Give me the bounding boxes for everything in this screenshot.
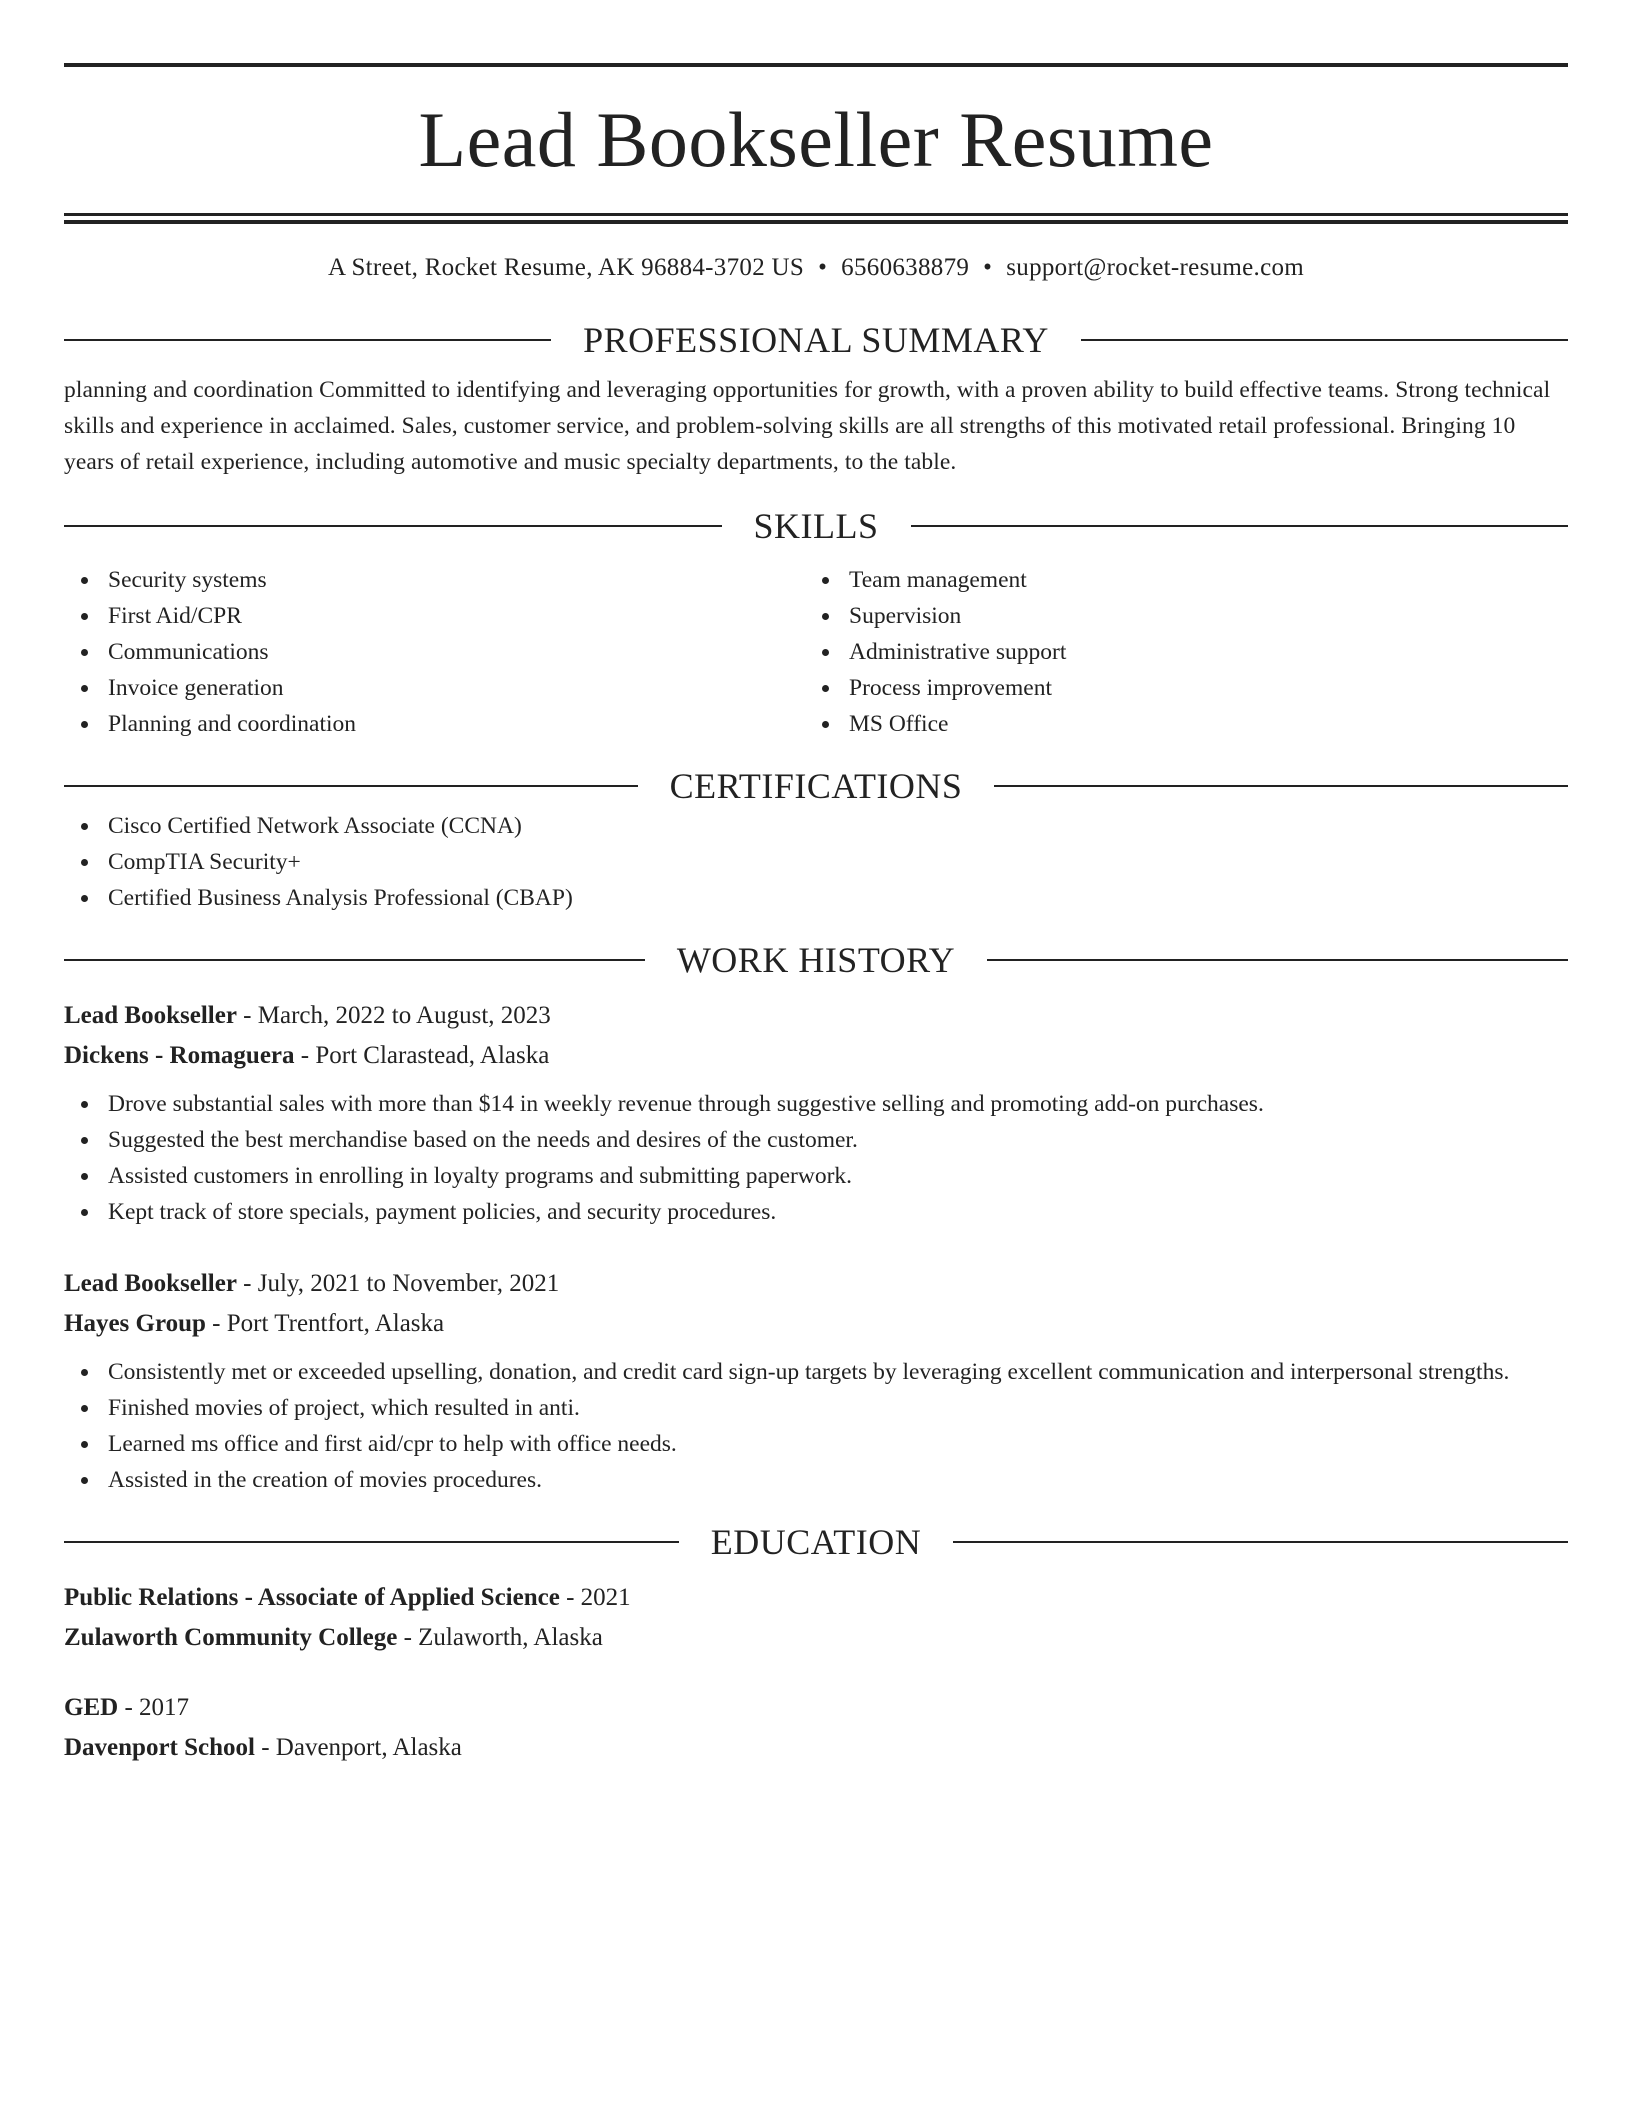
certification-item: Cisco Certified Network Associate (CCNA) [64,808,1568,844]
education-degree: GED [64,1693,119,1721]
job-duties-list [64,1354,1568,1498]
top-rule [64,63,1568,67]
job-duty: Consistently met or exceeded upselling, donation, and credit card sign-up targets by leveraging excellent communication and interpersonal strengths. [64,1354,1568,1390]
heading-rule-right [1081,339,1568,341]
job-duty: Suggested the best merchandise based on the needs and desires of the customer. [64,1122,1568,1158]
section-title: CERTIFICATIONS [669,765,963,806]
skill-item: Supervision [805,598,1546,634]
education-entry [64,1578,1568,1658]
contact-separator: • [983,254,993,281]
job-entry [64,996,1568,1230]
job-title: Lead Bookseller [64,1001,237,1029]
skill-item: Security systems [64,562,805,598]
job-dates: - July, 2021 to November, 2021 [236,1269,560,1297]
skill-item: Process improvement [805,670,1546,706]
contact-address: A Street, Rocket Resume, AK 96884-3702 US [327,254,805,281]
job-company-line [64,1036,1568,1076]
section-heading-summary [64,318,1568,362]
summary-paragraph: planning and coordination Committed to identifying and leveraging opportunities for growth, with a proven ability to build effective teams. Strong technical skills and experience in acclaimed. Sales, customer service, and problem-solving skills are all strengths of this motivated retail professional. Bringing 10 years of retail experience, including automotive and music specialty departments, to the table. [64,377,1551,475]
section-title: WORK HISTORY [676,939,956,980]
education-entry [64,1688,1568,1768]
job-entry [64,1264,1568,1498]
job-duty: Assisted in the creation of movies procedures. [64,1462,1568,1498]
education-school: Zulaworth Community College [64,1623,398,1651]
job-location: - Port Trentfort, Alaska [205,1309,445,1337]
heading-rule-left [64,959,645,961]
job-title: Lead Bookseller [64,1269,237,1297]
job-location: - Port Clarastead, Alaska [294,1041,550,1069]
education-degree-line [64,1578,1568,1618]
education-year: - 2017 [118,1693,190,1721]
resume-title: Lead Bookseller Resume [418,96,1214,183]
job-company: Dickens - Romaguera [64,1041,295,1069]
education-location: - Davenport, Alaska [254,1733,462,1761]
skills-list-right [805,562,1546,742]
certification-item: CompTIA Security+ [64,844,1568,880]
contact-separator: • [818,254,828,281]
section-title: SKILLS [753,505,879,546]
heading-rule-right [911,525,1569,527]
skill-item: First Aid/CPR [64,598,805,634]
heading-rule-left [64,525,722,527]
section-heading-education [64,1520,1568,1564]
skill-item: Invoice generation [64,670,805,706]
job-duty: Learned ms office and first aid/cpr to help with office needs. [64,1426,1568,1462]
job-duties-list [64,1086,1568,1230]
certifications-list [64,808,1568,916]
skill-item: Administrative support [805,634,1546,670]
contact-line [64,252,1568,284]
skill-item: MS Office [805,706,1546,742]
contact-email: support@rocket-resume.com [1006,254,1305,281]
certification-item: Certified Business Analysis Professional (CBAP) [64,880,1568,916]
contact-phone: 6560638879 [841,254,970,281]
skill-item: Planning and coordination [64,706,805,742]
education-school: Davenport School [64,1733,255,1761]
skill-item: Team management [805,562,1546,598]
job-title-line [64,996,1568,1036]
education-degree-line [64,1688,1568,1728]
education-school-line [64,1728,1568,1768]
heading-rule-right [987,959,1568,961]
title-double-rule [64,213,1568,224]
heading-rule-left [64,1541,679,1543]
section-title: EDUCATION [710,1521,922,1562]
skills-list-left [64,562,805,742]
education-degree: Public Relations - Associate of Applied Science [64,1583,560,1611]
job-duty: Drove substantial sales with more than $14 in weekly revenue through suggestive selling and promoting add-on purchases. [64,1086,1568,1122]
section-title: PROFESSIONAL SUMMARY [583,320,1049,360]
section-heading-work-history [64,938,1568,982]
section-heading-certifications [64,764,1568,808]
job-duty: Finished movies of project, which resulted in anti. [64,1390,1568,1426]
education-school-line [64,1618,1568,1658]
education-year: - 2021 [559,1583,631,1611]
heading-rule-right [953,1541,1568,1543]
job-dates: - March, 2022 to August, 2023 [236,1001,551,1029]
heading-rule-left [64,339,551,341]
heading-rule-right [994,785,1568,787]
job-duty: Kept track of store specials, payment policies, and security procedures. [64,1194,1568,1230]
education-location: - Zulaworth, Alaska [397,1623,603,1651]
job-company-line [64,1304,1568,1344]
heading-rule-left [64,785,638,787]
skills-grid [64,562,1568,742]
section-heading-skills [64,504,1568,548]
job-title-line [64,1264,1568,1304]
job-duty: Assisted customers in enrolling in loyalty programs and submitting paperwork. [64,1158,1568,1194]
job-company: Hayes Group [64,1309,206,1337]
skill-item: Communications [64,634,805,670]
